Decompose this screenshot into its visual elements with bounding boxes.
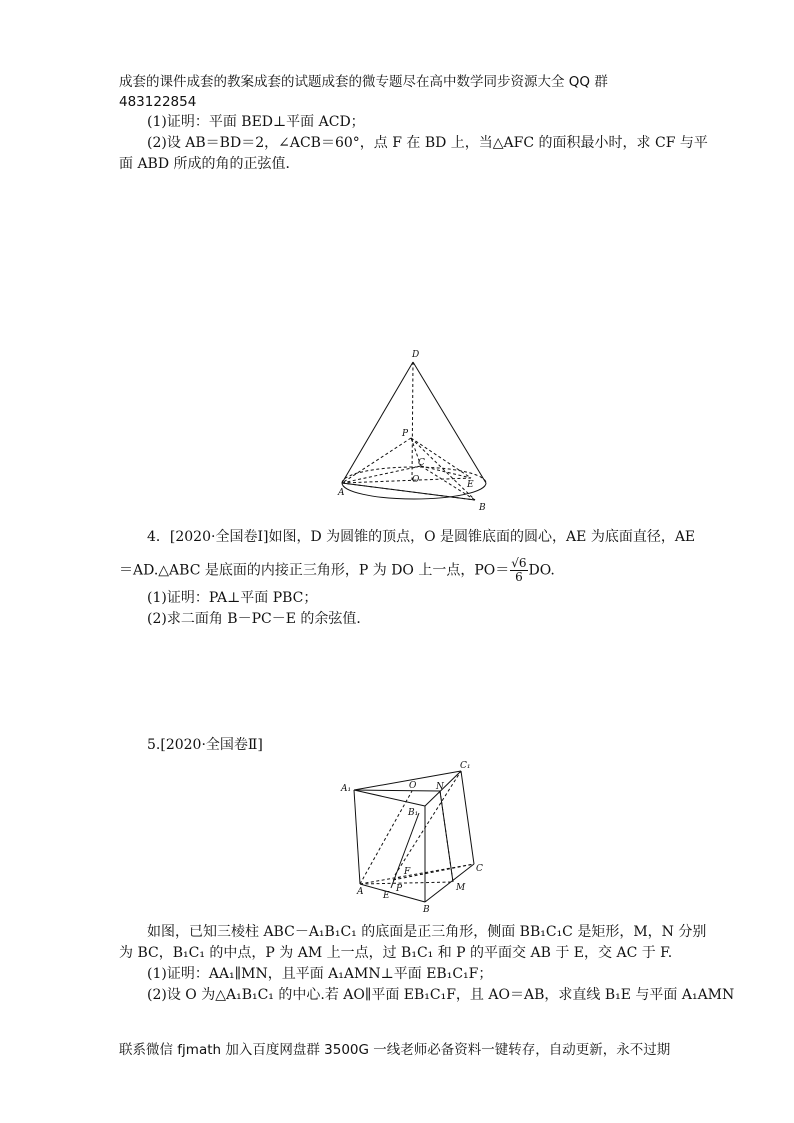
label-B: B [479,503,486,513]
problem4-part1: (1)证明：PA⊥平面 PBC； [147,590,318,606]
problem3-part1: (1)证明：平面 BED⊥平面 ACD； [147,114,365,130]
fraction-numerator: √6 [511,556,527,570]
label-C2: C [476,864,483,874]
problem5-line2: 为 BC，B₁C₁ 的中点，P 为 AM 上一点，过 B₁C₁ 和 P 的平面交 AB 于 E，交 AC 于 F. [119,945,673,961]
header-ad-line1: 成套的课件成套的教案成套的试题成套的微专题尽在高中数学同步资源大全 QQ 群 [119,74,608,90]
label-B2: B [423,905,430,915]
label-B1: B₁ [408,808,419,818]
problem3-part2-line1: (2)设 AB＝BD＝2，∠ACB＝60°，点 F 在 BD 上，当△AFC 的面积最小时，求 CF 与平 [147,135,708,151]
label-P2: P [396,884,403,894]
label-O2: O [409,781,417,791]
problem4-line2 [119,557,555,584]
problem4-line2-b: DO. [528,562,555,579]
problem3-part2-line2: 面 ABD 所成的角的正弦值． [119,156,300,172]
problem5-title: 5.[2020·全国卷Ⅱ] [147,737,263,753]
problem5-line1: 如图，已知三棱柱 ABC－A₁B₁C₁ 的底面是正三角形，侧面 BB₁C₁C 是矩形，M，N 分别 [147,924,707,940]
footer-ad: 联系微信 fjmath 加入百度网盘群 3500G 一线老师必备资料一键转存，自动更新，永不过期 [119,1042,671,1058]
problem4-part2: (2)求二面角 B－PC－E 的余弦值． [147,611,371,627]
label-N: N [436,782,444,792]
problem4-line2-a: ＝AD.△ABC 是底面的内接正三角形，P 为 DO 上一点，PO＝ [119,562,510,579]
label-D: D [412,350,420,360]
label-A1: A₁ [341,784,352,794]
header-ad-line2: 483122854 [119,94,197,110]
label-M: M [456,883,466,893]
label-E: E [467,480,474,490]
fraction-denominator: 6 [515,570,523,584]
problem5-part2: (2)设 O 为△A₁B₁C₁ 的中心.若 AO∥平面 EB₁C₁F，且 AO＝AB，求直线 B₁E 与平面 A₁AMN [147,987,735,1003]
label-C: C [418,458,425,468]
label-C1: C₁ [460,761,471,771]
label-P: P [402,429,409,439]
label-E2: E [383,891,390,901]
label-A: A [338,488,345,498]
label-O: O [412,475,420,485]
problem4-line1: 4．[2020·全国卷Ⅰ]如图，D 为圆锥的顶点，O 是圆锥底面的圆心，AE 为底面直径，AE [147,529,696,545]
problem4-fraction [510,557,527,584]
problem5-part1: (1)证明：AA₁∥MN，且平面 A₁AMN⊥平面 EB₁C₁F； [147,966,493,982]
label-A2: A [357,887,364,897]
label-F: F [404,867,411,877]
